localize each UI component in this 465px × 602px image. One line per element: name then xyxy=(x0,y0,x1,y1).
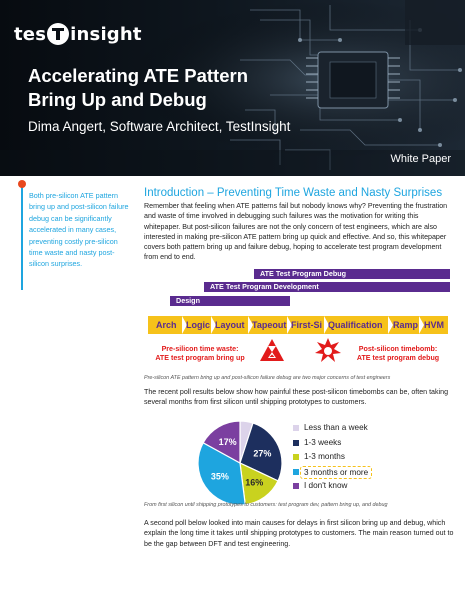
legend-swatch xyxy=(293,454,299,460)
legend-swatch xyxy=(293,425,299,431)
pie-legend xyxy=(293,422,453,495)
post-silicon-label-line-2: ATE test program debug xyxy=(356,354,440,362)
legend-swatch xyxy=(293,440,299,446)
stage-hvm: HVM xyxy=(424,320,444,330)
bar-development: ATE Test Program Development xyxy=(204,282,450,292)
bar-design: Design xyxy=(170,296,290,306)
pie-label-2: 16% xyxy=(245,477,264,488)
legend-label: 1-3 months xyxy=(304,452,345,462)
page-title xyxy=(28,64,268,112)
explosion-icon xyxy=(314,337,342,363)
pie-label-1: 27% xyxy=(253,448,272,459)
pie-label-3: 35% xyxy=(210,471,229,482)
legend-item xyxy=(293,480,453,495)
legend-item xyxy=(293,466,453,481)
poll-pie-chart xyxy=(197,420,283,506)
legend-label: 1-3 weeks xyxy=(304,437,342,447)
legend-label: 3 months or more xyxy=(300,466,372,479)
stage-ramp: Ramp xyxy=(393,320,419,330)
bar-debug: ATE Test Program Debug xyxy=(254,269,450,279)
logo-text-right: insight xyxy=(70,23,142,45)
post-silicon-label xyxy=(342,345,454,363)
legend-swatch xyxy=(293,483,299,489)
pre-silicon-label-line-2: ATE test program bring up xyxy=(155,354,245,362)
legend-item xyxy=(293,437,453,452)
legend-label: I don't know xyxy=(304,481,348,491)
legend-swatch xyxy=(293,469,299,475)
stage-qualification: Qualification xyxy=(328,320,383,330)
stage-first-si: First-Si xyxy=(291,320,323,330)
sidebar-callout xyxy=(21,185,133,290)
legend-label: Less than a week xyxy=(304,423,368,432)
legend-item xyxy=(293,422,453,437)
company-logo xyxy=(14,21,142,47)
section-heading: Introduction – Preventing Time Waste and Nasty Surprises xyxy=(144,187,443,199)
sidebar-text: Both pre-silicon ATE pattern bring up and post-silicon failure debug can be significantly accelerated in many cases, preventing costly pre-silicon time waste and nasty post-silicon surprises. xyxy=(29,191,129,269)
stage-tapeout: Tapeout xyxy=(252,320,287,330)
legend-item xyxy=(293,451,453,466)
title-line-2: Bring Up and Debug xyxy=(28,89,207,110)
logo-text-left: tes xyxy=(14,23,47,45)
intro-paragraph: Remember that feeling when ATE patterns fail but nobody knows why? Preventing the frustration and waste of time involved in debugging such failures was the motivation for writing this whitepaper. But post-silicon failures are not the only concern of test engineers, which are also interested in making pre-silicon ATE pattern bring up quick and effective. And so, this whitepaper covers both pattern bring up and failure debug, hoping to accelerate test program development from end to end. xyxy=(144,202,448,262)
pre-silicon-label-line-1: Pre-silicon time waste: xyxy=(161,345,239,353)
document-type-label: White Paper xyxy=(390,153,451,165)
poll-paragraph: The recent poll results below show how painful these post-silicon timebombs can be, often taking several months from first silicon until shipping prototypes to customers. xyxy=(144,388,449,407)
logo-mark-icon xyxy=(47,23,69,45)
pre-silicon-label xyxy=(144,345,256,363)
pipeline-diagram xyxy=(144,266,454,374)
stage-logic: Logic xyxy=(186,320,210,330)
stage-arch: Arch xyxy=(156,320,177,330)
closing-paragraph: A second poll below looked into main causes for delays in first silicon bring up and debug, which explain the long time it takes until shipping prototypes to customers. The main reason turned out to be the gap between DFT and test engineering. xyxy=(144,519,454,548)
post-silicon-label-line-1: Post-silicon timebomb: xyxy=(358,345,438,353)
pie-caption: From first silicon until shipping prototypes to customers: test program dev, pattern bring up, and debug xyxy=(144,502,388,508)
introduction-section xyxy=(144,186,454,263)
author-line: Dima Angert, Software Architect, TestInsight xyxy=(28,119,291,134)
diagram-caption: Pre-silicon ATE pattern bring up and post-silicon failure debug are two major concerns of test engineers xyxy=(144,375,391,381)
hourglass-icon xyxy=(259,338,285,362)
title-line-1: Accelerating ATE Pattern xyxy=(28,65,249,86)
pie-label-4: 17% xyxy=(218,437,237,448)
stage-layout: Layout xyxy=(215,320,245,330)
bullet-dot-icon xyxy=(18,180,26,188)
header-banner xyxy=(0,0,465,176)
